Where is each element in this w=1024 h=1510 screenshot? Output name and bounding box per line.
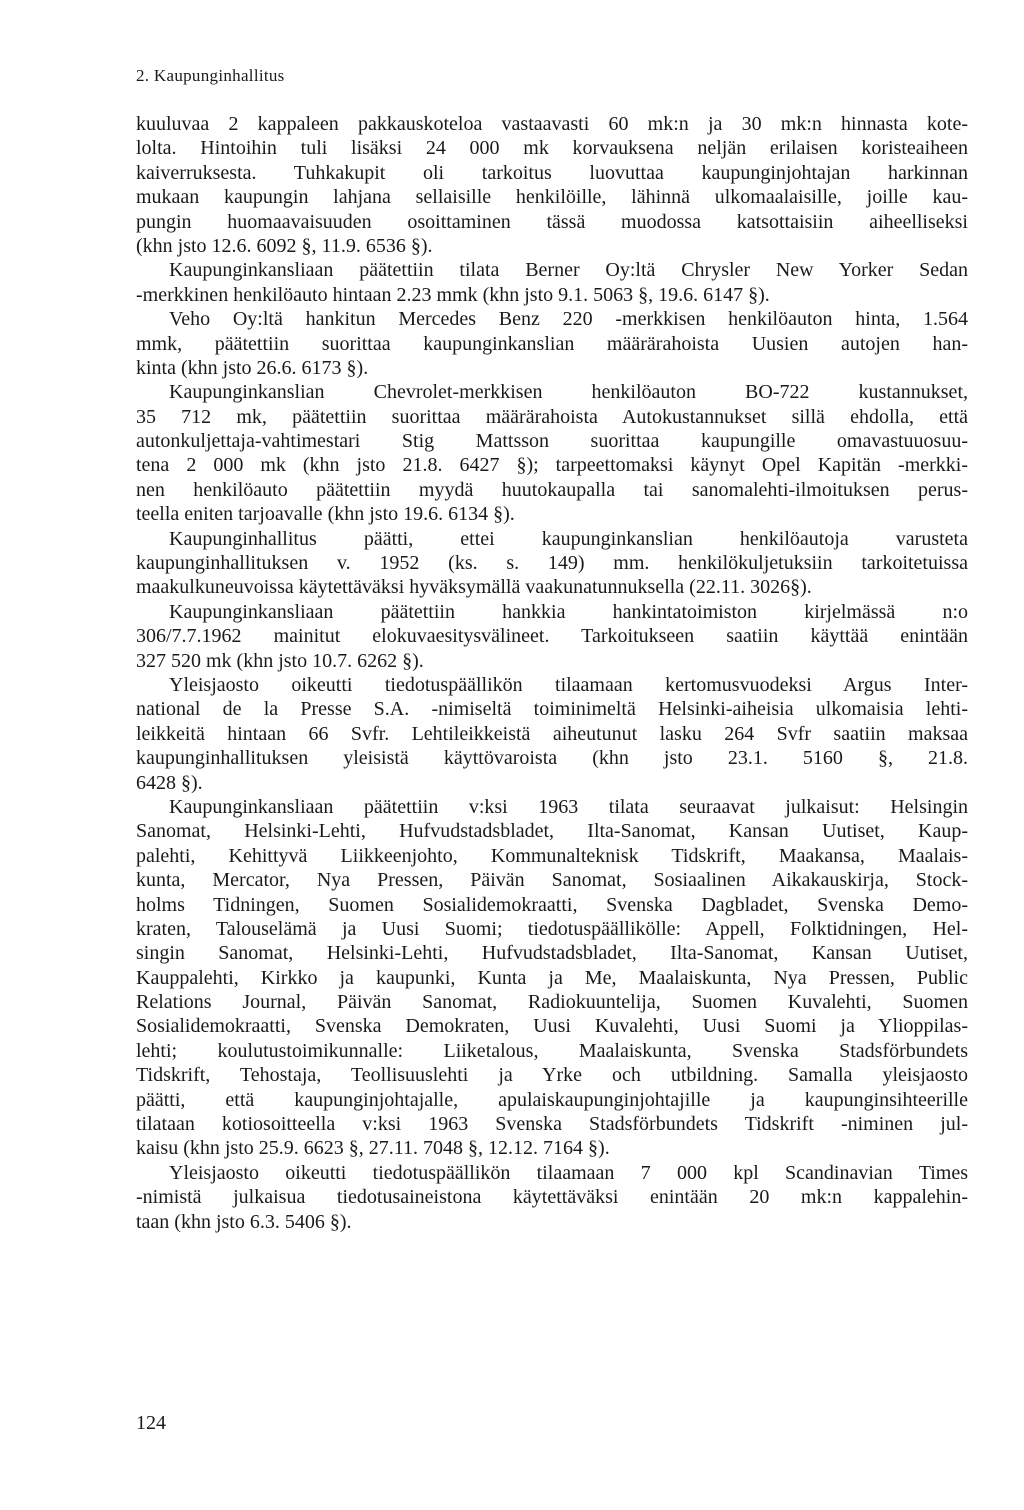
text-line: tena 2 000 mk (khn jsto 21.8. 6427 §); tarpeettomaksi käynyt Opel Kapitän -merkki-: [136, 454, 968, 477]
text-line: kraten, Talouselämä ja Uusi Suomi; tiedotuspäällikölle: Appell, Folktidningen, Hel-: [136, 917, 968, 940]
text-line: Veho Oy:ltä hankitun Mercedes Benz 220 -merkkisen henkilöauton hinta, 1.564: [169, 308, 968, 331]
text-line: kaupunginhallituksen v. 1952 (ks. s. 149) mm. henkilökuljetuksiin tarkoitetuissa: [136, 552, 968, 575]
text-line: kunta, Mercator, Nya Pressen, Päivän Sanomat, Sosiaalinen Aikakauskirja, Stock-: [136, 869, 968, 892]
text-line: mmk, päätettiin suorittaa kaupunginkanslian määrärahoista Uusien autojen han-: [136, 332, 968, 355]
text-line: kaiverruksesta. Tuhkakupit oli tarkoitus luovuttaa kaupunginjohtajan harkinnan: [136, 161, 968, 184]
text-line: Yleisjaosto oikeutti tiedotuspäällikön tilaamaan kertomusvuodeksi Argus Inter-: [169, 673, 968, 696]
text-line: lolta. Hintoihin tuli lisäksi 24 000 mk korvauksena neljän erilaisen koristeaiheen: [136, 137, 968, 160]
text-line: Kaupunginhallitus päätti, ettei kaupunginkanslian henkilöautoja varusteta: [169, 527, 968, 550]
text-line: päätti, että kaupunginjohtajalle, apulaiskaupunginjohtajille ja kaupunginsihteerille: [136, 1088, 968, 1111]
text-line: Sanomat, Helsinki-Lehti, Hufvudstadsbladet, Ilta-Sanomat, Kansan Uutiset, Kaup-: [136, 820, 968, 843]
text-line: maakulkuneuvoissa käytettäväksi hyväksymällä vaakunatunnuksella (22.11. 3026§).: [136, 576, 812, 599]
text-line: (khn jsto 12.6. 6092 §, 11.9. 6536 §).: [136, 234, 433, 257]
text-line: national de la Presse S.A. -nimiseltä toiminimeltä Helsinki-aiheisia ulkomaisia lehti-: [136, 698, 968, 721]
text-line: 306/7.7.1962 mainitut elokuvaesitysvälineet. Tarkoitukseen saatiin käyttää enintään: [136, 625, 968, 648]
page-number: 124: [136, 1412, 166, 1434]
text-line: kuuluvaa 2 kappaleen pakkauskoteloa vastaavasti 60 mk:n ja 30 mk:n hinnasta kote-: [136, 113, 968, 135]
text-line: taan (khn jsto 6.3. 5406 §).: [136, 1210, 352, 1233]
text-line: Kaupunginkansliaan päätettiin v:ksi 1963 tilata seuraavat julkaisut: Helsingin: [169, 795, 968, 818]
text-line: 35 712 mk, päätettiin suorittaa määrärahoista Autokustannukset sillä ehdolla, että: [136, 405, 968, 428]
text-line: leikkeitä hintaan 66 Svfr. Lehtileikkeistä aiheutunut lasku 264 Svfr saatiin maksaa: [136, 722, 968, 745]
text-line: 327 520 mk (khn jsto 10.7. 6262 §).: [136, 649, 424, 672]
text-line: Kaupunginkansliaan päätettiin hankkia hankintatoimiston kirjelmässä n:o: [169, 600, 968, 623]
text-line: kaisu (khn jsto 25.9. 6623 §, 27.11. 7048 §, 12.12. 7164 §).: [136, 1137, 610, 1160]
text-line: pungin huomaavaisuuden osoittaminen tässä muodossa katsottaisiin aiheelliseksi: [136, 210, 968, 233]
text-line: autonkuljettaja-vahtimestari Stig Mattsson suorittaa kaupungille omavastuuosuu-: [136, 430, 968, 453]
text-line: lehti; koulutustoimikunnalle: Liiketalous, Maalaiskunta, Svenska Stadsförbundets: [136, 1039, 968, 1062]
text-line: Sosialidemokraatti, Svenska Demokraten, Uusi Kuvalehti, Uusi Suomi ja Ylioppilas-: [136, 1015, 968, 1038]
text-line: nen henkilöauto päätettiin myydä huutokaupalla tai sanomalehti-ilmoituksen perus-: [136, 478, 968, 501]
text-line: -nimistä julkaisua tiedotusaineistona käytettäväksi enintään 20 mk:n kappalehin-: [136, 1186, 968, 1209]
text-line: -merkkinen henkilöauto hintaan 2.23 mmk (khn jsto 9.1. 5063 §, 19.6. 6147 §).: [136, 283, 770, 306]
text-line: Yleisjaosto oikeutti tiedotuspäällikön tilaamaan 7 000 kpl Scandinavian Times: [169, 1161, 968, 1184]
text-line: tilataan kotiosoitteella v:ksi 1963 Svenska Stadsförbundets Tidskrift -niminen jul-: [136, 1113, 968, 1136]
text-line: Relations Journal, Päivän Sanomat, Radiokuuntelija, Suomen Kuvalehti, Suomen: [136, 991, 968, 1014]
text-line: holms Tidningen, Suomen Sosialidemokraatti, Svenska Dagbladet, Svenska Demo-: [136, 893, 968, 916]
text-line: palehti, Kehittyvä Liikkeenjohto, Kommunalteknisk Tidskrift, Maakansa, Maalais-: [136, 844, 968, 867]
text-line: kinta (khn jsto 26.6. 6173 §).: [136, 356, 369, 379]
text-line: Tidskrift, Tehostaja, Teollisuuslehti ja Yrke och utbildning. Samalla yleisjaosto: [136, 1064, 968, 1087]
text-line: Kaupunginkanslian Chevrolet-merkkisen henkilöauton BO-722 kustannukset,: [169, 381, 968, 404]
text-line: Kauppalehti, Kirkko ja kaupunki, Kunta ja Me, Maalaiskunta, Nya Pressen, Public: [136, 966, 968, 989]
running-header: 2. Kaupunginhallitus: [136, 66, 285, 85]
document-body: [136, 112, 968, 1234]
text-line: Kaupunginkansliaan päätettiin tilata Berner Oy:ltä Chrysler New Yorker Sedan: [169, 259, 968, 282]
text-line: 6428 §).: [136, 771, 203, 794]
text-line: teella eniten tarjoavalle (khn jsto 19.6. 6134 §).: [136, 503, 515, 526]
text-line: singin Sanomat, Helsinki-Lehti, Hufvudstadsbladet, Ilta-Sanomat, Kansan Uutiset,: [136, 942, 968, 965]
text-line: kaupunginhallituksen yleisistä käyttövaroista (khn jsto 23.1. 5160 §, 21.8.: [136, 747, 968, 770]
text-line: mukaan kaupungin lahjana sellaisille henkilöille, lähinnä ulkomaalaisille, joille kau-: [136, 186, 968, 209]
